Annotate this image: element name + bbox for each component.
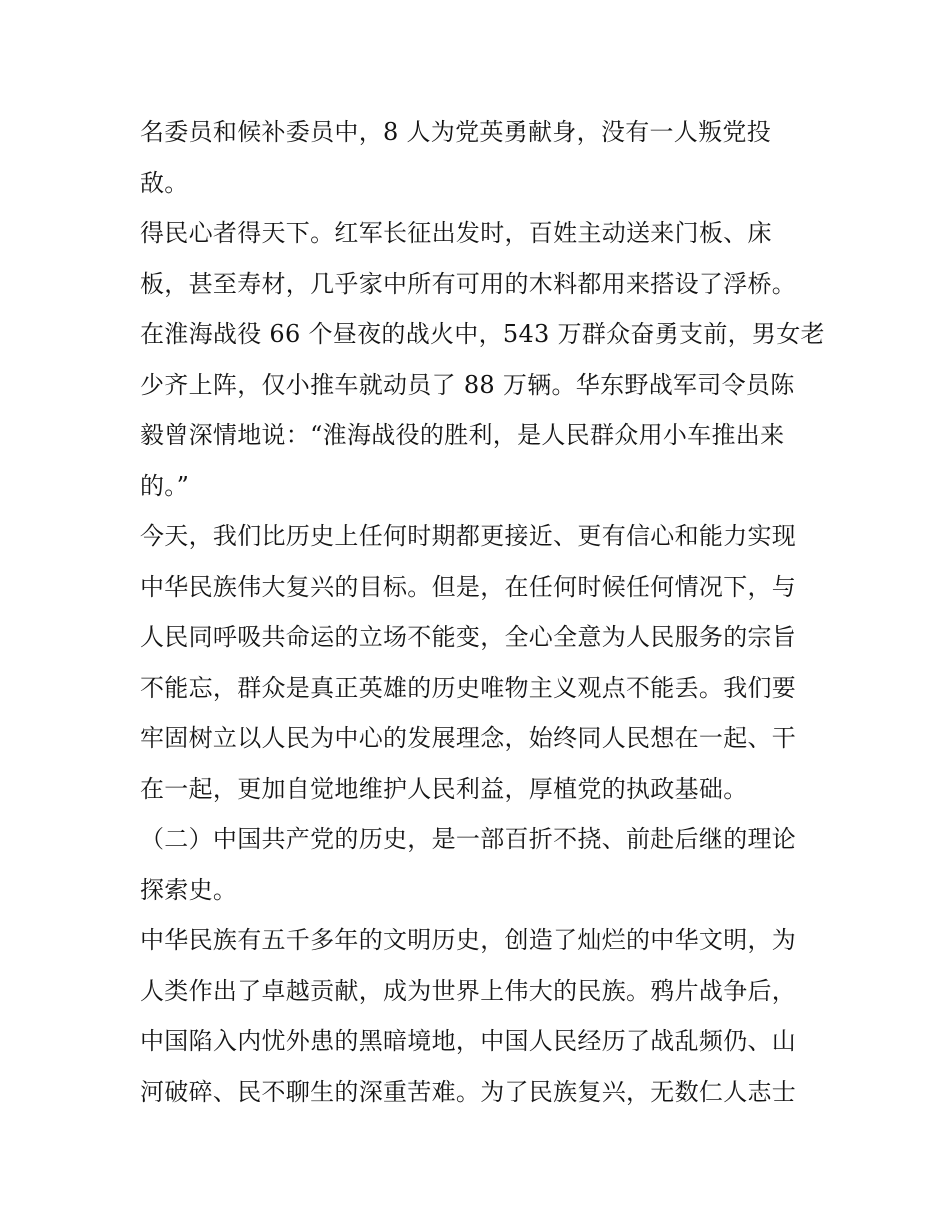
text-line: 人民同呼吸共命运的立场不能变，全心全意为人民服务的宗旨 [140,623,797,651]
text-line: 中华民族有五千多年的文明历史，创造了灿烂的中华文明，为 [140,926,797,954]
text-line: 得民心者得天下。红军长征出发时，百姓主动送来门板、床 [140,219,772,247]
text-line: 少齐上阵，仅小推车就动员了 88 万辆。华东野战军司令员陈 [140,370,795,399]
text-line: 中国陷入内忧外患的黑暗境地，中国人民经历了战乱频仍、山 [140,1027,797,1055]
text-line: 毅曾深情地说：“淮海战役的胜利，是人民群众用小车推出来 [140,421,785,449]
body-text [140,107,825,1117]
text-line: 的。” [140,471,190,500]
section-heading-line: 探索史。 [140,875,238,904]
text-line: 在一起，更加自觉地维护人民利益，厚植党的执政基础。 [140,774,748,803]
text-line: 敌。 [140,168,189,197]
text-line: 今天，我们比历史上任何时期都更接近、更有信心和能力实现 [140,522,797,550]
text-line: 不能忘，群众是真正英雄的历史唯物主义观点不能丢。我们要 [140,673,797,702]
text-line: 名委员和候补委员中，8 人为党英勇献身，没有一人叛党投 [140,118,771,146]
text-line: 在淮海战役 66 个昼夜的战火中，543 万群众奋勇支前，男女老 [140,320,825,348]
text-line: 人类作出了卓越贡献，成为世界上伟大的民族。鸦片战争后， [140,976,797,1005]
text-line: 板，甚至寿材，几乎家中所有可用的木料都用来搭设了浮桥。 [140,269,797,298]
section-heading-line: （二）中国共产党的历史，是一部百折不挠、前赴后继的理论 [140,825,797,853]
text-line: 中华民族伟大复兴的目标。但是，在任何时候任何情况下，与 [140,572,797,601]
text-line: 牢固树立以人民为中心的发展理念，始终同人民想在一起、干 [140,724,797,752]
text-line: 河破碎、民不聊生的深重苦难。为了民族复兴，无数仁人志士 [140,1077,797,1106]
